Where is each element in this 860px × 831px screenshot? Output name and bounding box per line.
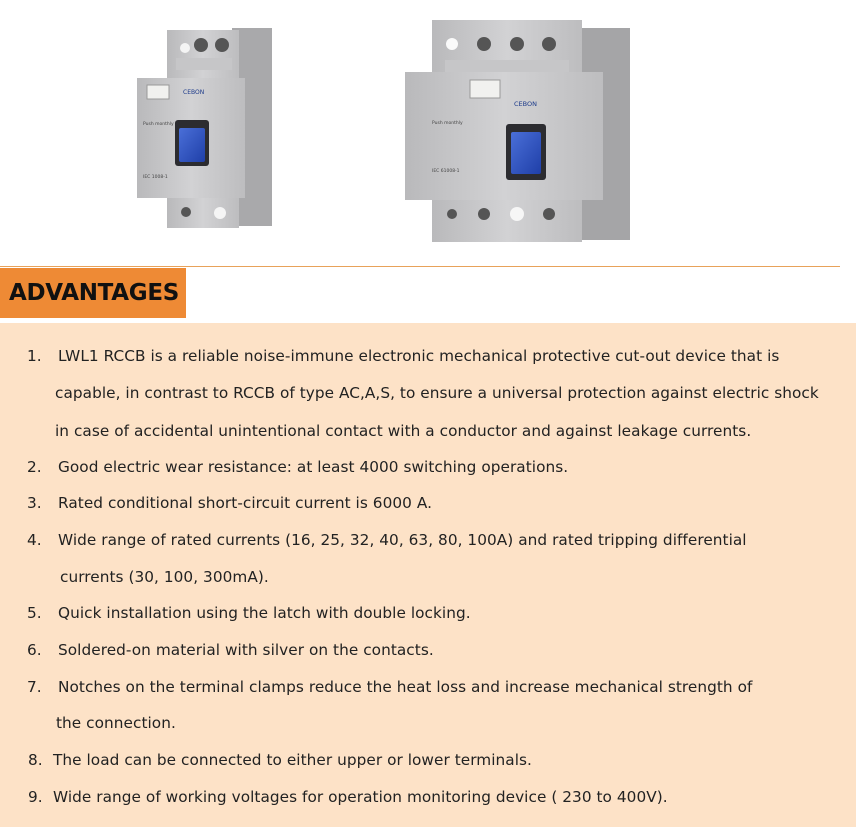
list-item-text: Notches on the terminal clamps reduce the heat loss and increase mechanical strength of [58, 678, 753, 696]
list-item-text: Good electric wear resistance: at least 4000 switching operations. [58, 458, 569, 476]
list-item-number: 6. [27, 641, 42, 659]
brand-logo-large: CEBON [514, 100, 537, 108]
list-item-number: 9. [28, 788, 43, 806]
product-image-area [0, 0, 860, 262]
list-item-number: 5. [27, 604, 42, 622]
standard-label-small: IEC 1008-1 [143, 175, 168, 180]
list-item-text: Wide range of rated currents (16, 25, 32, 40, 63, 80, 100A) and rated tripping differential [58, 531, 747, 549]
list-item-text: Rated conditional short-circuit current is 6000 A. [58, 494, 432, 512]
list-item-text: LWL1 RCCB is a reliable noise-immune electronic mechanical protective cut-out device that is [58, 347, 780, 365]
list-item-text: capable, in contrast to RCCB of type AC,A,S, to ensure a universal protection against electric shock [55, 384, 819, 402]
list-item-text: The load can be connected to either upper or lower terminals. [53, 751, 532, 769]
section-divider [0, 266, 840, 267]
device-label-small: Push monthly [143, 122, 174, 127]
list-item-text: the connection. [56, 714, 176, 732]
list-item-number: 1. [27, 347, 42, 365]
list-item-number: 4. [27, 531, 42, 549]
rccb-2-pole-image [137, 28, 272, 228]
standard-label-large: IEC 61008-1 [432, 169, 460, 174]
device-label-large: Push monthly [432, 121, 463, 126]
rccb-4-pole-image [405, 20, 630, 242]
list-item-text: Soldered-on material with silver on the contacts. [58, 641, 434, 659]
list-item-number: 7. [27, 678, 42, 696]
list-item-text: currents (30, 100, 300mA). [60, 568, 269, 586]
section-heading: ADVANTAGES [0, 268, 186, 318]
list-item-text: Quick installation using the latch with double locking. [58, 604, 471, 622]
list-item-number: 3. [27, 494, 42, 512]
list-item-text: in case of accidental unintentional contact with a conductor and against leakage currents. [55, 422, 752, 440]
list-item-number: 8. [28, 751, 43, 769]
brand-logo-small: CEBON [183, 89, 205, 96]
list-item-number: 2. [27, 458, 42, 476]
list-item-text: Wide range of working voltages for operation monitoring device ( 230 to 400V). [53, 788, 668, 806]
